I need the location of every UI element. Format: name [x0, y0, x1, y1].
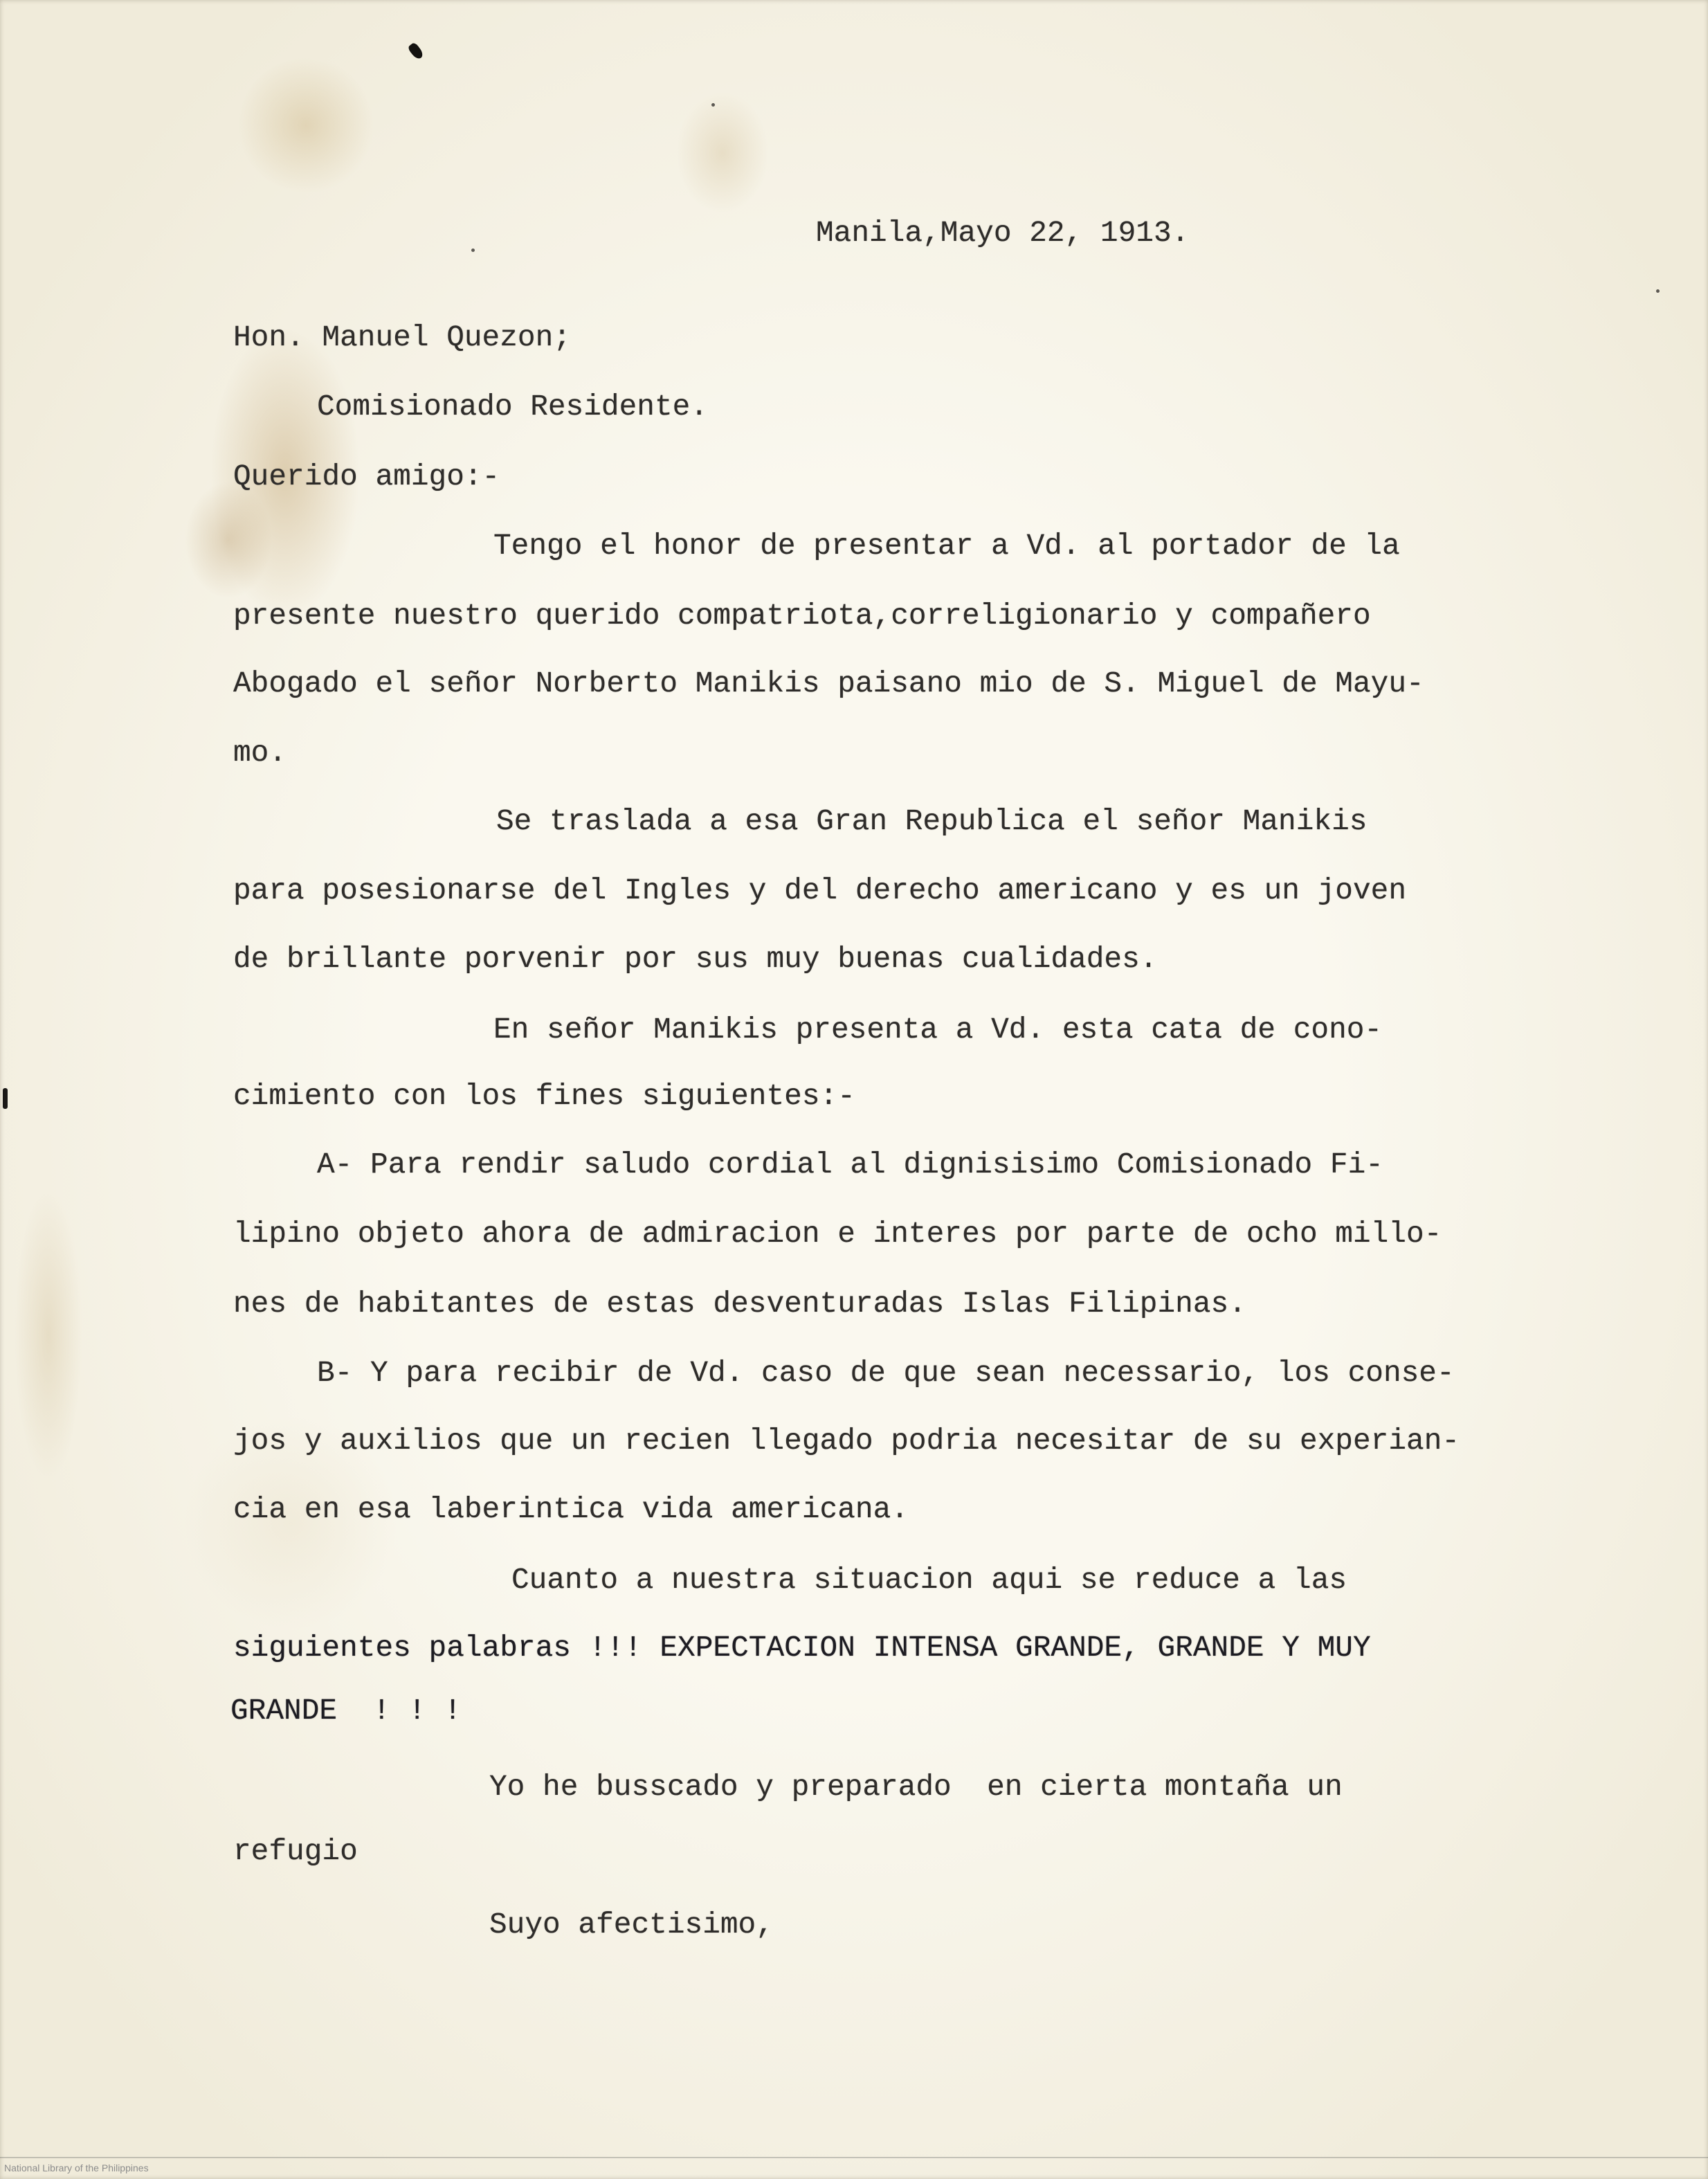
body-line: de brillante porvenir por sus muy buenas cualidades.	[233, 942, 1158, 976]
scan-footer-rule	[0, 2157, 1708, 2158]
body-line: lipino objeto ahora de admiracion e interes por parte de ocho millo-	[233, 1217, 1442, 1251]
ink-speck	[711, 103, 715, 107]
ink-mark	[407, 42, 425, 61]
body-line: nes de habitantes de estas desventuradas Islas Filipinas.	[233, 1287, 1246, 1321]
body-line: siguientes palabras !!! EXPECTACION INTENSA GRANDE, GRANDE Y MUY	[233, 1631, 1371, 1665]
body-line: En señor Manikis presenta a Vd. esta cata de cono-	[493, 1013, 1383, 1047]
addressee-title: Comisionado Residente.	[317, 390, 709, 424]
body-line: GRANDE ! ! !	[230, 1694, 462, 1728]
body-line: refugio	[233, 1834, 358, 1868]
ink-speck	[1656, 289, 1660, 293]
body-line: cimiento con los fines siguientes:-	[233, 1079, 855, 1113]
closing: Suyo afectisimo,	[489, 1908, 774, 1942]
body-line: presente nuestro querido compatriota,correligionario y compañero	[233, 599, 1371, 633]
scan-footer-label: National Library of the Philippines	[4, 2162, 149, 2173]
salutation: Querido amigo:-	[233, 460, 500, 494]
body-line: jos y auxilios que un recien llegado podria necesitar de su experian-	[233, 1424, 1460, 1458]
body-line: B- Y para recibir de Vd. caso de que sean necessario, los conse-	[317, 1356, 1455, 1390]
body-line: Tengo el honor de presentar a Vd. al portador de la	[493, 529, 1400, 563]
date-line: Manila,Mayo 22, 1913.	[816, 216, 1190, 250]
body-line: Se traslada a esa Gran Republica el señor Manikis	[496, 804, 1368, 838]
body-line: Yo he busscado y preparado en cierta montaña un	[489, 1770, 1343, 1804]
ink-speck	[471, 248, 475, 252]
body-line: A- Para rendir saludo cordial al dignisisimo Comisionado Fi-	[317, 1148, 1383, 1182]
addressee-name: Hon. Manuel Quezon;	[233, 320, 571, 354]
body-line: mo.	[233, 736, 287, 770]
body-line: Cuanto a nuestra situacion aqui se reduce a las	[511, 1563, 1347, 1597]
body-line: para posesionarse del Ingles y del derecho americano y es un joven	[233, 874, 1407, 907]
body-line: cia en esa laberintica vida americana.	[233, 1492, 909, 1526]
body-line: Abogado el señor Norberto Manikis paisano mio de S. Miguel de Mayu-	[233, 667, 1424, 700]
edge-mark	[3, 1088, 8, 1109]
